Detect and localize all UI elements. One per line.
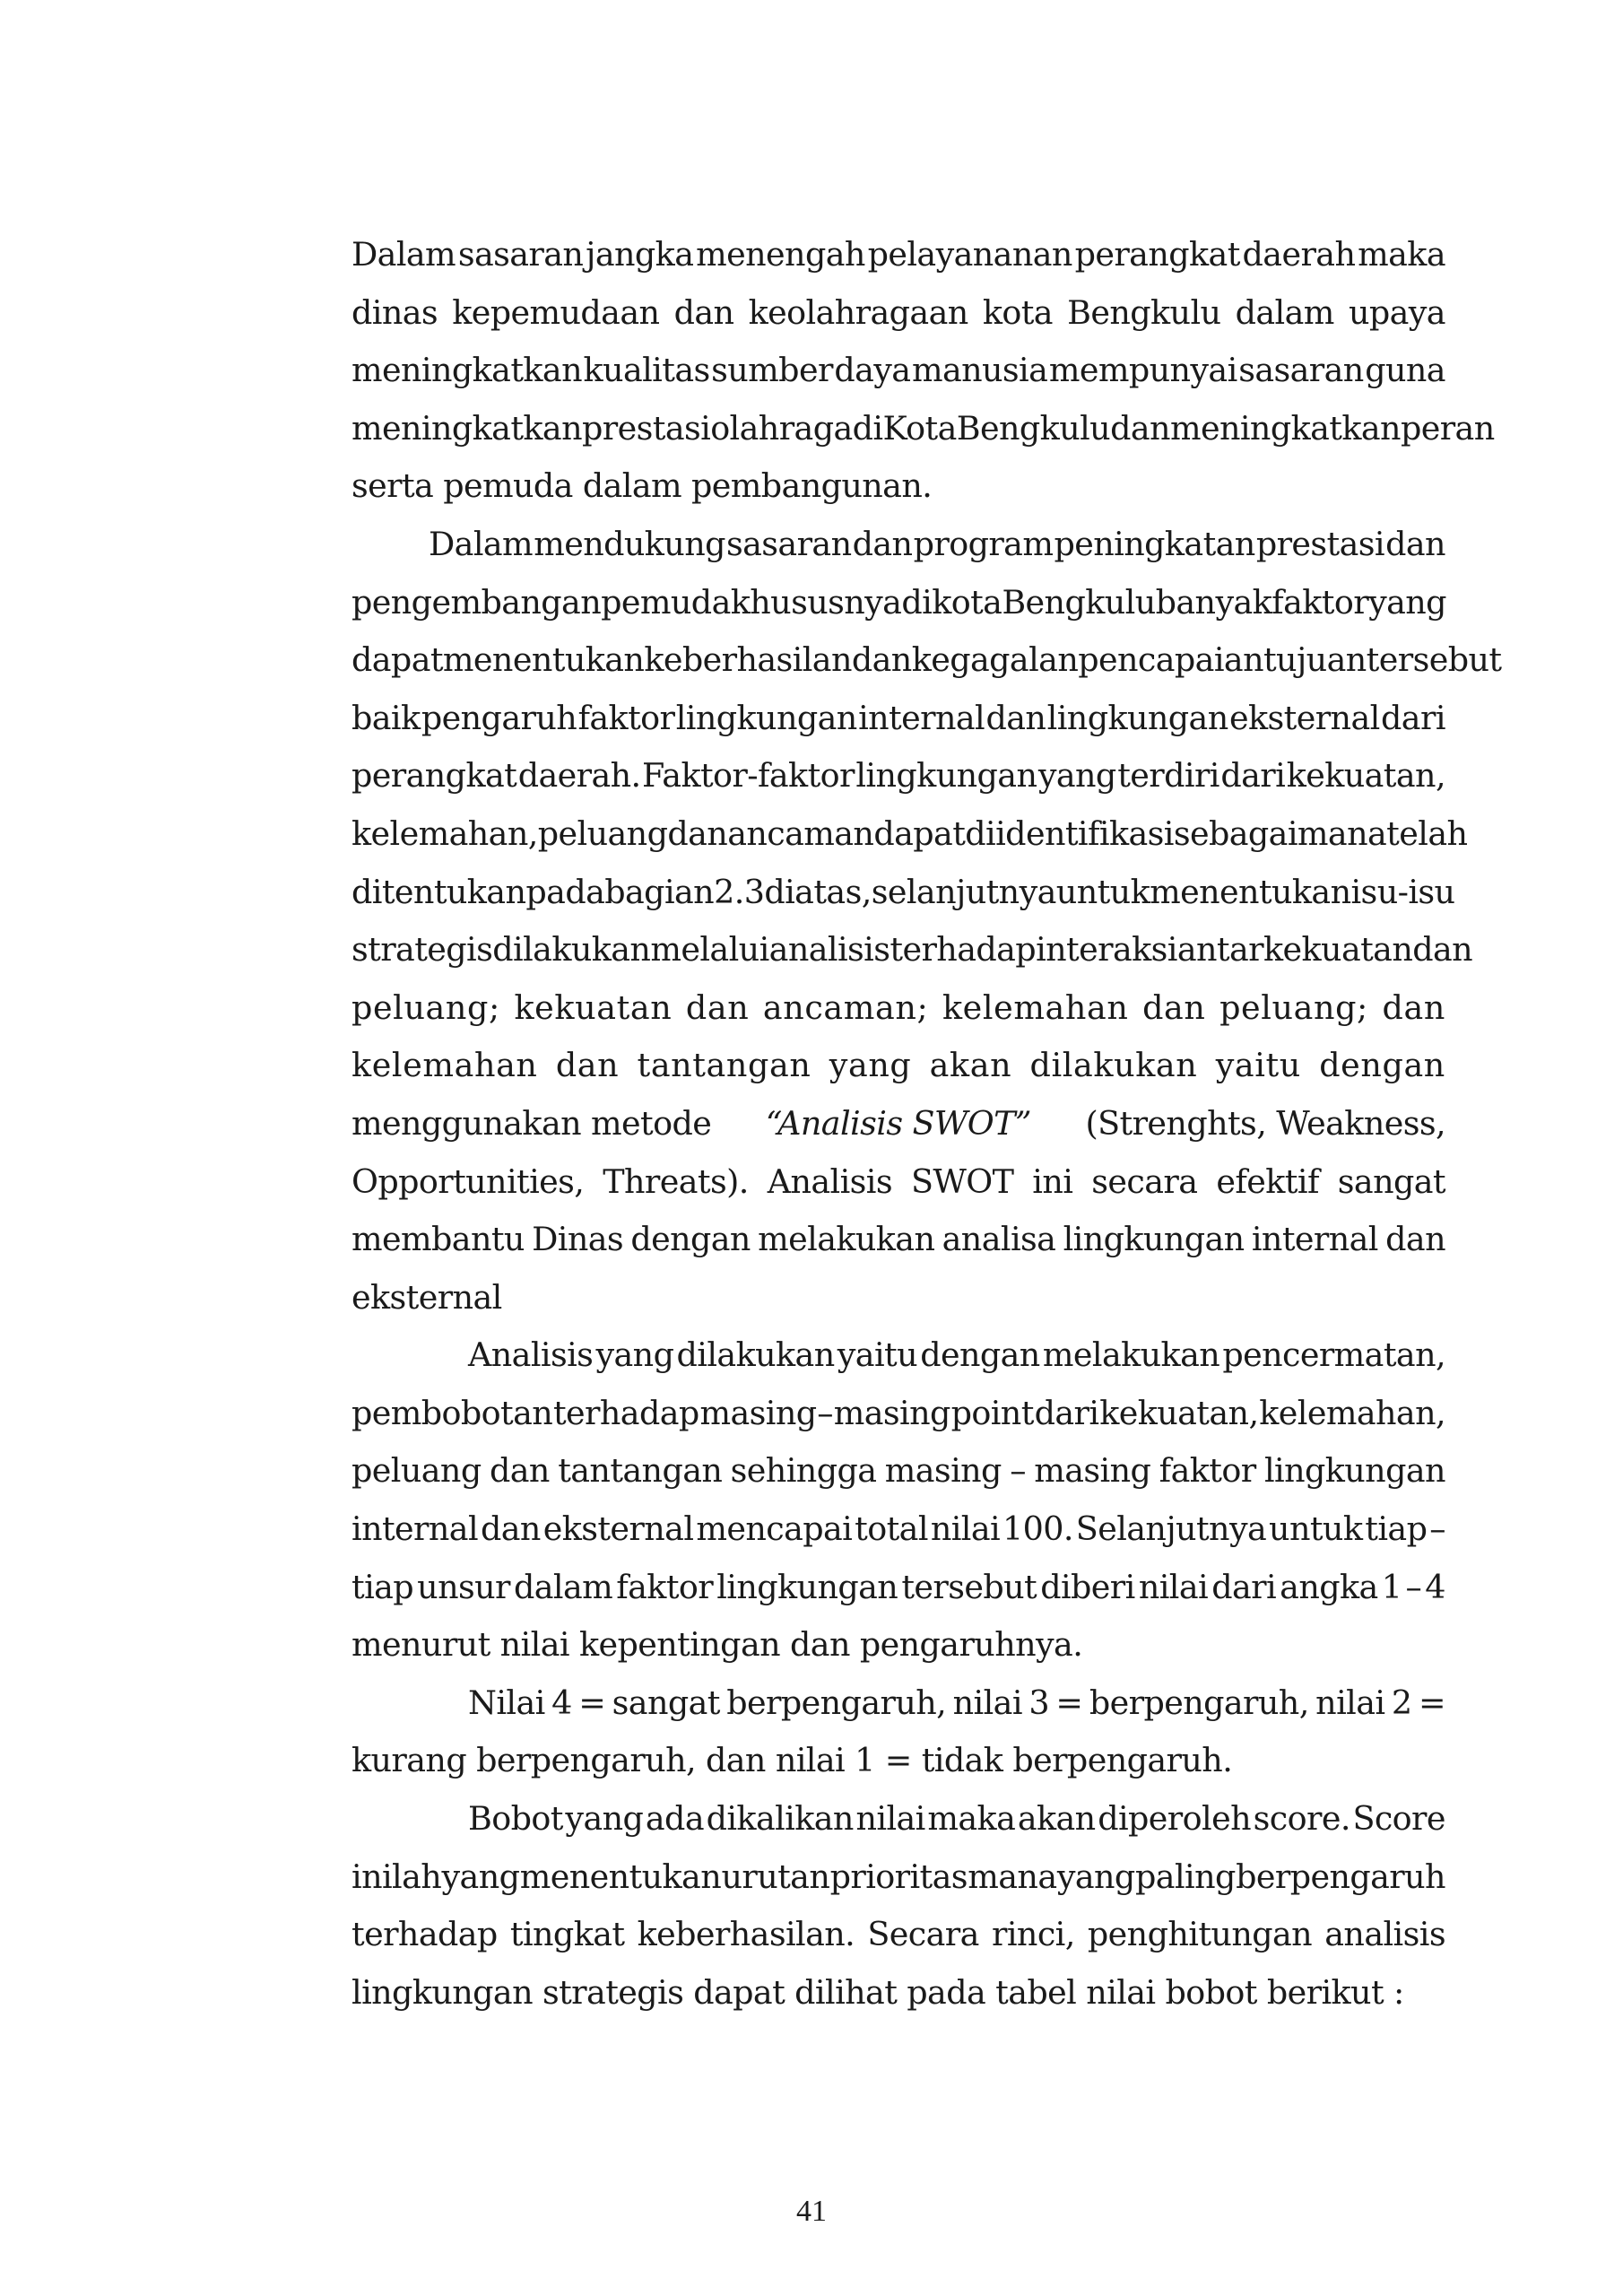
text-line: peluang dan tantangan sehingga masing – masing faktor lingkungan xyxy=(352,1451,1445,1491)
text-line: kelemahan dan tantangan yang akan dilakukan yaitu dengan xyxy=(352,1046,1445,1085)
paragraph-2 xyxy=(352,516,1502,1326)
swot-term: “Analisis SWOT” xyxy=(765,1103,1031,1143)
text-line: ditentukan pada bagian 2.3 diatas, selanjutnya untuk menentukan isu-isu xyxy=(352,872,1455,911)
text-line: internal dan eksternal mencapai total nilai 100. Selanjutnya untuk tiap – xyxy=(352,1509,1445,1549)
text-line: dapat menentukan keberhasilan dan kegagalan pencapaian tujuan tersebut xyxy=(352,640,1502,680)
text-line: Bobot yang ada dikalikan nilai maka akan diperoleh score. Score xyxy=(468,1799,1445,1839)
text-segment: menggunakan metode xyxy=(352,1103,712,1143)
text-line: serta pemuda dalam pembangunan. xyxy=(352,466,933,506)
text-line: pengembangan pemuda khususnya di kota Bengkulu banyak faktor yang xyxy=(352,582,1446,622)
text-line: lingkungan strategis dapat dilihat pada tabel nilai bobot berikut : xyxy=(352,1972,1404,2012)
text-line: kelemahan, peluang dan ancaman dapat diidentifikasi sebagaimana telah xyxy=(352,813,1468,853)
text-line: inilah yang menentukan urutan prioritas mana yang paling berpengaruh xyxy=(352,1857,1445,1896)
text-line: Analisis yang dilakukan yaitu dengan melakukan pencermatan, xyxy=(468,1335,1445,1375)
text-line: membantu Dinas dengan melakukan analisa lingkungan internal dan xyxy=(352,1220,1445,1259)
text-line: baik pengaruh faktor lingkungan internal dan lingkungan eksternal dari xyxy=(352,698,1445,737)
paragraph-1 xyxy=(352,226,1495,516)
text-line: peluang; kekuatan dan ancaman; kelemahan dan peluang; dan xyxy=(352,987,1445,1027)
text-line-swot xyxy=(352,1095,1445,1153)
text-line: dinas kepemudaan dan keolahragaan kota Bengkulu dalam upaya xyxy=(352,292,1445,332)
paragraph-5 xyxy=(352,1790,1445,2022)
text-line: meningkatkan kualitas sumber daya manusia mempunyai sasaran guna xyxy=(352,351,1445,390)
text-line: meningkatkan prestasi olahraga di Kota Bengkulu dan meningkatkan peran xyxy=(352,408,1495,448)
text-line: pembobotan terhadap masing – masing point dari kekuatan, kelemahan, xyxy=(352,1393,1445,1432)
text-line: tiap unsur dalam faktor lingkungan tersebut diberi nilai dari angka 1 – 4 xyxy=(352,1567,1445,1606)
text-segment: (Strenghts, Weakness, xyxy=(1085,1103,1445,1143)
paragraph-3 xyxy=(352,1326,1445,1674)
paragraph-4 xyxy=(352,1674,1445,1790)
text-line: Opportunities, Threats). Analisis SWOT ini secara efektif sangat xyxy=(352,1161,1445,1201)
text-line: perangkat daerah. Faktor-faktor lingkungan yang terdiri dari kekuatan, xyxy=(352,756,1445,796)
body-text xyxy=(352,226,1502,2022)
text-line: strategis dilakukan melalui analisis terhadap interaksi antar kekuatan dan xyxy=(352,930,1473,970)
text-line: kurang berpengaruh, dan nilai 1 = tidak berpengaruh. xyxy=(352,1741,1233,1780)
text-line: eksternal xyxy=(352,1277,502,1317)
text-line: Dalam sasaran jangka menengah pelayananan perangkat daerah maka xyxy=(352,235,1445,274)
text-line: Dalam mendukung sasaran dan program peningkatan prestasi dan xyxy=(429,524,1445,563)
text-line: menurut nilai kepentingan dan pengaruhnya. xyxy=(352,1625,1083,1665)
text-line: terhadap tingkat keberhasilan. Secara rinci, penghitungan analisis xyxy=(352,1915,1445,1954)
page-number: 41 xyxy=(796,2195,827,2228)
text-line: Nilai 4 = sangat berpengaruh, nilai 3 = berpengaruh, nilai 2 = xyxy=(468,1683,1445,1722)
